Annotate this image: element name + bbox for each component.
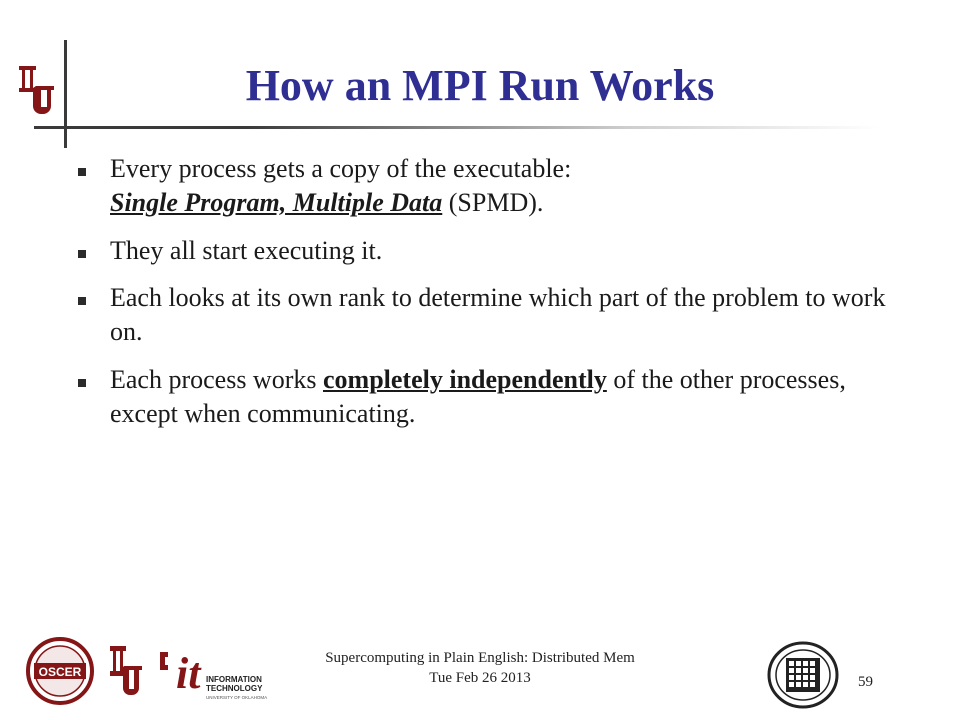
footer-caption xyxy=(220,648,740,689)
bullet-item xyxy=(78,363,898,431)
svg-text:OSCER: OSCER xyxy=(38,665,82,679)
bullet-text-pre: Each process works xyxy=(110,364,323,394)
bullet-marker xyxy=(78,250,86,258)
bullet-text: They all start executing it. xyxy=(110,235,383,265)
bullet-text-post: of the other processes, except when communicating. xyxy=(110,364,846,428)
bullet-marker xyxy=(78,168,86,176)
svg-text:INFORMATION: INFORMATION xyxy=(206,675,262,684)
svg-text:UNIVERSITY OF OKLAHOMA: UNIVERSITY OF OKLAHOMA xyxy=(206,695,268,700)
oscer-logo xyxy=(28,639,92,703)
slide-title: How an MPI Run Works xyxy=(245,61,715,110)
bullet-item xyxy=(78,234,898,268)
bullet-text: Each looks at its own rank to determine which part of the problem to work on. xyxy=(110,283,886,347)
bullet-text: Every process gets a copy of the executable: xyxy=(110,154,572,183)
svg-text:TECHNOLOGY: TECHNOLOGY xyxy=(206,684,263,693)
svg-text:it: it xyxy=(176,649,201,698)
footer-line-2: Tue Feb 26 2013 xyxy=(429,670,531,687)
ou-logo xyxy=(14,62,60,123)
bullet-text-rest: (SPMD). xyxy=(442,187,544,217)
footer-line-1: Supercomputing in Plain English: Distributed Mem xyxy=(325,650,635,666)
bullet-item xyxy=(78,152,898,220)
ou-footer-logo xyxy=(110,646,142,695)
bullet-list xyxy=(78,152,898,445)
title-horizontal-rule xyxy=(34,126,880,129)
supercomputing-seal-logo xyxy=(766,640,840,715)
emphasis-spmd: Single Program, Multiple Data xyxy=(110,187,443,217)
emphasis-independently: completely independently xyxy=(323,364,607,394)
page-number: 59 xyxy=(858,674,873,690)
bullet-item xyxy=(78,281,898,349)
title-vertical-rule xyxy=(64,40,67,148)
bullet-marker xyxy=(78,379,86,387)
bullet-marker xyxy=(78,297,86,305)
